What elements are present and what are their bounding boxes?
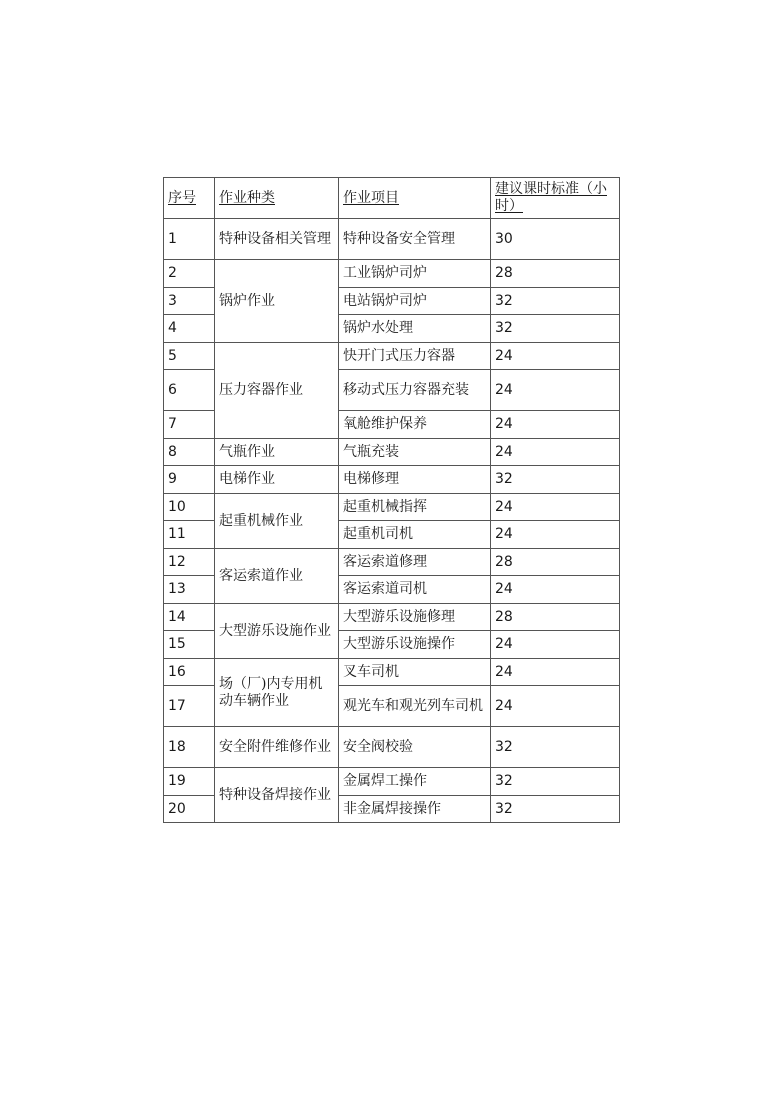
row-no: 17 — [164, 686, 215, 727]
table-row — [164, 604, 620, 631]
row-category: 安全附件维修作业 — [215, 727, 339, 768]
row-hours: 24 — [491, 659, 620, 686]
row-hours: 24 — [491, 494, 620, 521]
table-row — [164, 549, 620, 576]
row-item: 安全阀校验 — [339, 727, 491, 768]
row-no: 5 — [164, 343, 215, 370]
table-row — [164, 659, 620, 686]
row-no: 9 — [164, 466, 215, 494]
table-row — [164, 494, 620, 521]
row-item: 大型游乐设施操作 — [339, 631, 491, 659]
row-hours: 28 — [491, 549, 620, 576]
row-no: 14 — [164, 604, 215, 631]
row-category: 电梯作业 — [215, 466, 339, 494]
row-hours: 24 — [491, 631, 620, 659]
row-hours: 28 — [491, 260, 620, 288]
row-item: 快开门式压力容器 — [339, 343, 491, 370]
table-header-row — [164, 178, 620, 219]
header-no: 序号 — [164, 178, 215, 219]
row-no: 12 — [164, 549, 215, 576]
table-row — [164, 260, 620, 288]
row-no: 11 — [164, 521, 215, 549]
header-item: 作业项目 — [339, 178, 491, 219]
training-hours-table — [163, 177, 620, 823]
row-hours: 32 — [491, 315, 620, 343]
row-no: 1 — [164, 219, 215, 260]
row-no: 19 — [164, 768, 215, 796]
row-hours: 24 — [491, 411, 620, 439]
row-hours: 32 — [491, 727, 620, 768]
table-row — [164, 727, 620, 768]
row-no: 8 — [164, 439, 215, 466]
row-hours: 30 — [491, 219, 620, 260]
row-hours: 32 — [491, 466, 620, 494]
table-row — [164, 439, 620, 466]
row-no: 2 — [164, 260, 215, 288]
row-hours: 24 — [491, 439, 620, 466]
row-item: 移动式压力容器充装 — [339, 370, 491, 411]
row-hours: 32 — [491, 288, 620, 315]
header-hours: 建议课时标准（小时） — [491, 178, 620, 219]
row-no: 15 — [164, 631, 215, 659]
row-hours: 24 — [491, 576, 620, 604]
row-item: 客运索道司机 — [339, 576, 491, 604]
row-category: 场（厂)内专用机动车辆作业 — [215, 659, 339, 727]
row-category: 特种设备相关管理 — [215, 219, 339, 260]
table-row — [164, 219, 620, 260]
row-hours: 24 — [491, 343, 620, 370]
row-item: 起重机司机 — [339, 521, 491, 549]
row-category: 大型游乐设施作业 — [215, 604, 339, 659]
header-category: 作业种类 — [215, 178, 339, 219]
row-no: 7 — [164, 411, 215, 439]
row-no: 6 — [164, 370, 215, 411]
row-hours: 24 — [491, 686, 620, 727]
row-category: 气瓶作业 — [215, 439, 339, 466]
row-item: 大型游乐设施修理 — [339, 604, 491, 631]
row-item: 叉车司机 — [339, 659, 491, 686]
row-no: 10 — [164, 494, 215, 521]
row-item: 电站锅炉司炉 — [339, 288, 491, 315]
row-item: 气瓶充装 — [339, 439, 491, 466]
row-hours: 24 — [491, 370, 620, 411]
row-no: 18 — [164, 727, 215, 768]
row-item: 起重机械指挥 — [339, 494, 491, 521]
table-row — [164, 343, 620, 370]
row-category: 压力容器作业 — [215, 343, 339, 439]
row-item: 锅炉水处理 — [339, 315, 491, 343]
row-category: 锅炉作业 — [215, 260, 339, 343]
row-item: 电梯修理 — [339, 466, 491, 494]
row-item: 非金属焊接操作 — [339, 796, 491, 823]
row-no: 4 — [164, 315, 215, 343]
row-hours: 32 — [491, 768, 620, 796]
row-item: 客运索道修理 — [339, 549, 491, 576]
row-no: 3 — [164, 288, 215, 315]
table-row — [164, 768, 620, 796]
row-no: 13 — [164, 576, 215, 604]
row-hours: 24 — [491, 521, 620, 549]
row-hours: 32 — [491, 796, 620, 823]
row-item: 观光车和观光列车司机 — [339, 686, 491, 727]
row-category: 起重机械作业 — [215, 494, 339, 549]
row-item: 特种设备安全管理 — [339, 219, 491, 260]
row-item: 工业锅炉司炉 — [339, 260, 491, 288]
row-item: 氧舱维护保养 — [339, 411, 491, 439]
row-category: 特种设备焊接作业 — [215, 768, 339, 823]
table-row — [164, 466, 620, 494]
row-hours: 28 — [491, 604, 620, 631]
row-no: 16 — [164, 659, 215, 686]
row-category: 客运索道作业 — [215, 549, 339, 604]
row-item: 金属焊工操作 — [339, 768, 491, 796]
row-no: 20 — [164, 796, 215, 823]
